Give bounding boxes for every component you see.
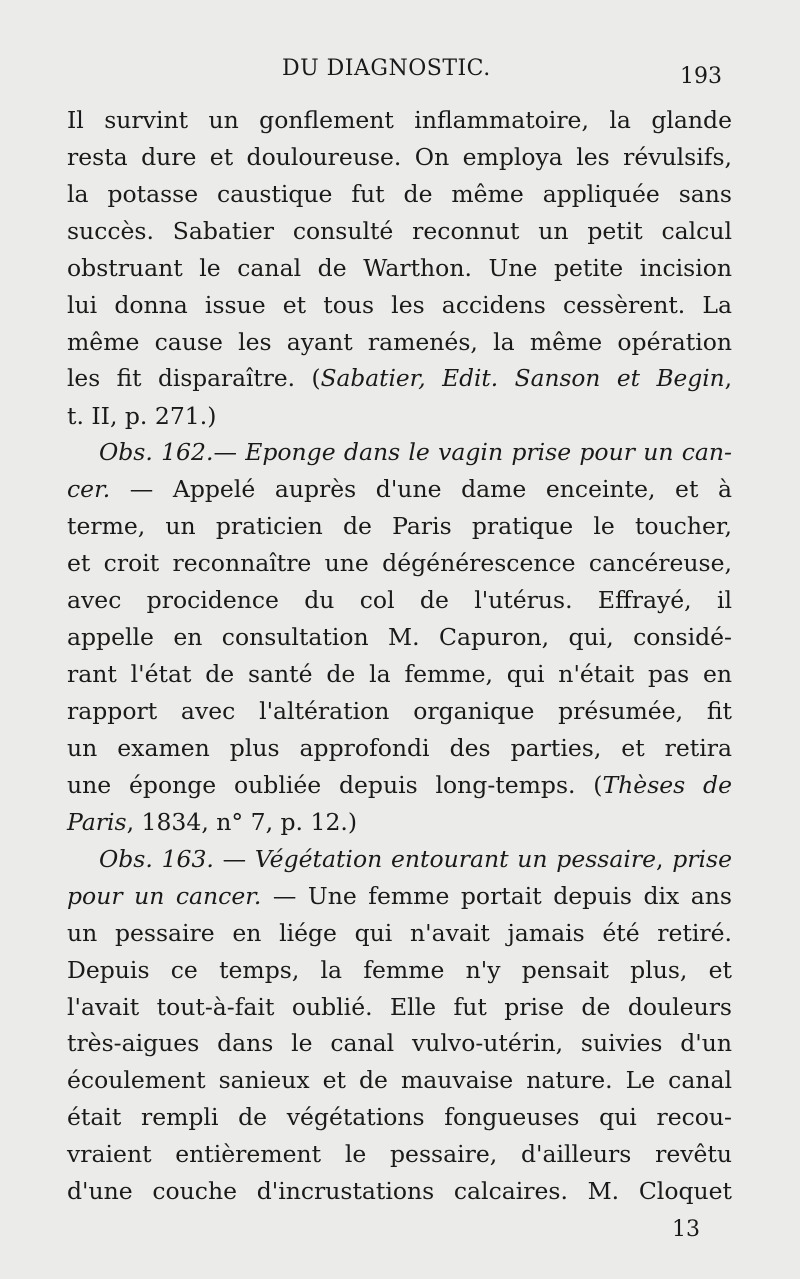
text-line: [67, 361, 732, 398]
italic-text: Obs. 163.: [99, 844, 214, 873]
text-line: [67, 915, 732, 952]
text-line: [67, 730, 732, 767]
text-line: [67, 213, 732, 250]
text-segment: rant l'état de santé de la femme, qui n'était pas en: [67, 660, 732, 689]
italic-text: cer.: [67, 475, 111, 504]
text-segment: Il survint un gonflement inflammatoire, la glande: [67, 106, 732, 134]
text-line: [67, 878, 732, 915]
italic-text: Paris: [67, 807, 127, 836]
text-segment: avec procidence du col de l'utérus. Effrayé, il: [67, 586, 732, 615]
italic-text: Sabatier, Edit. Sanson et Begin: [320, 364, 725, 392]
text-line: [67, 693, 732, 730]
text-segment: les fit disparaître. (: [67, 364, 321, 392]
text-line: [67, 619, 732, 656]
text-segment: vraient entièrement le pessaire, d'ailleurs revêtu: [67, 1140, 732, 1169]
text-segment: et croit reconnaître une dégénérescence cancéreuse,: [67, 549, 732, 578]
text-line: [67, 582, 732, 619]
text-segment: un pessaire en liége qui n'avait jamais été retiré.: [67, 918, 732, 947]
italic-text: Végétation entourant un pessaire: [254, 844, 657, 873]
text-line: [67, 102, 732, 139]
text-segment: — Appelé auprès d'une dame enceinte, et à: [110, 475, 732, 504]
text-line: [67, 139, 732, 176]
text-segment: même cause les ayant ramenés, la même opération: [67, 327, 732, 356]
text-line: [67, 1136, 732, 1173]
text-segment: rapport avec l'altération organique présumée, fit: [67, 697, 732, 725]
text-segment: —: [213, 438, 246, 467]
text-segment: très-aigues dans le canal vulvo-utérin, suivies d'un: [67, 1029, 732, 1058]
text-line: [67, 767, 732, 804]
text-segment: une éponge oubliée depuis long-temps. (: [67, 770, 603, 799]
text-segment: l'avait tout-à-fait oublié. Elle fut prise de douleurs: [67, 992, 732, 1021]
page-number: 193: [680, 64, 722, 89]
running-title: DU DIAGNOSTIC.: [282, 56, 491, 81]
italic-text: Eponge dans le vagin prise pour un can-: [245, 438, 732, 467]
text-line: [67, 176, 732, 213]
italic-text: pour un cancer.: [67, 881, 262, 910]
text-segment: ,: [724, 364, 732, 392]
text-line: [67, 287, 732, 324]
text-segment: un examen plus approfondi des parties, et retira: [67, 733, 732, 762]
text-segment: obstruant le canal de Warthon. Une petite incision: [67, 253, 732, 282]
text-segment: ,: [656, 844, 673, 873]
text-line: [67, 1173, 732, 1210]
text-line: [67, 434, 732, 471]
text-segment: Depuis ce temps, la femme n'y pensait plus, et: [67, 955, 732, 984]
text-line: [67, 545, 732, 582]
text-segment: la potasse caustique fut de même appliquée sans: [67, 179, 732, 208]
text-segment: terme, un praticien de Paris pratique le toucher,: [67, 512, 732, 541]
text-segment: écoulement sanieux et de mauvaise nature. Le canal: [67, 1066, 732, 1095]
text-segment: resta dure et douloureuse. On employa les révulsifs,: [67, 142, 732, 171]
text-line: [67, 1099, 732, 1136]
text-segment: , 1834, n° 7, p. 12.): [126, 807, 358, 836]
text-line: [67, 952, 732, 989]
text-line: [67, 804, 732, 841]
text-segment: d'une couche d'incrustations calcaires. M. Cloquet: [67, 1177, 732, 1206]
text-line: [67, 1025, 732, 1062]
text-line: [67, 841, 732, 878]
text-line: [67, 1062, 732, 1099]
text-line: [67, 508, 732, 545]
signature-mark: 13: [672, 1217, 700, 1242]
text-segment: —: [213, 844, 255, 873]
text-segment: — Une femme portait depuis dix ans: [261, 881, 732, 910]
text-line: [67, 656, 732, 693]
text-segment: t. II, p. 271.): [67, 401, 217, 430]
italic-text: Thèses de: [602, 770, 732, 799]
text-segment: appelle en consultation M. Capuron, qui, considé-: [67, 623, 732, 652]
text-segment: lui donna issue et tous les accidens cessèrent. La: [67, 290, 732, 319]
running-head: [0, 52, 800, 92]
text-line: [67, 324, 732, 361]
text-segment: succès. Sabatier consulté reconnut un petit calcul: [67, 216, 732, 245]
text-line: [67, 471, 732, 508]
body-text: [67, 102, 732, 1210]
text-line: [67, 989, 732, 1026]
text-line: [67, 250, 732, 287]
italic-text: Obs. 162.: [99, 438, 214, 467]
text-segment: était rempli de végétations fongueuses qui recou-: [67, 1103, 732, 1132]
italic-text: prise: [672, 844, 732, 873]
text-line: [67, 398, 732, 435]
